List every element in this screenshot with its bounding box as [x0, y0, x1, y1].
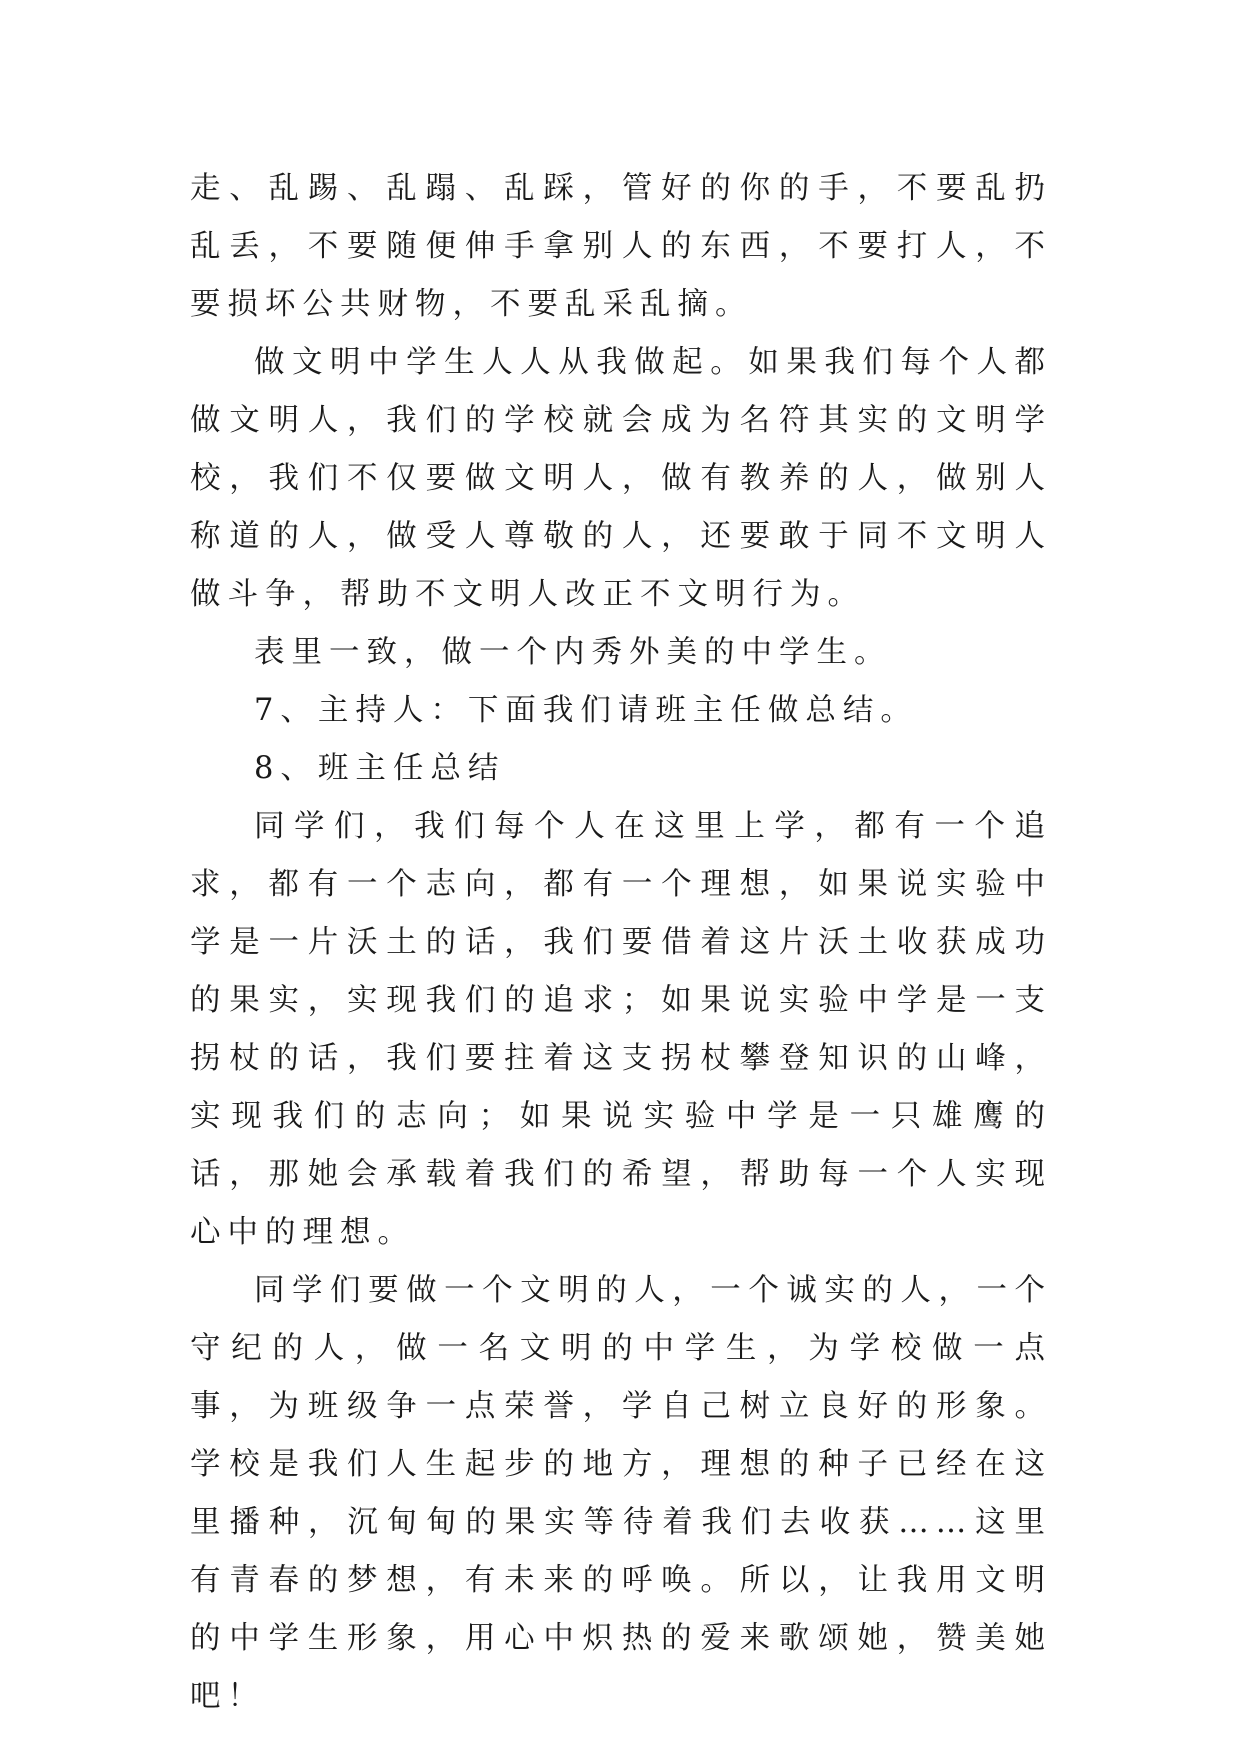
- document-body: [190, 160, 1052, 1726]
- paragraph-item-8-heading: 8、班主任总结: [254, 751, 506, 786]
- paragraph-teacher-summary: 同学们，我们每个人在这里上学，都有一个追求，都有一个志向，都有一个理想，如果说实验中学是一片沃土的话，我们要借着这片沃土收获成功的果实，实现我们的追求；如果说实验中学是一支拐杖的话，我们要拄着这支拐杖攀登知识的山峰，实现我们的志向；如果说实验中学是一只雄鹰的话，那她会承载着我们的希望，帮助每一个人实现心中的理想。: [190, 809, 1052, 1250]
- paragraph-continuation: 走、乱踢、乱蹋、乱踩，管好的你的手，不要乱扔乱丢，不要随便伸手拿别人的东西，不要打人，不要损坏公共财物，不要乱采乱摘。: [190, 171, 1052, 322]
- paragraph-closing: 同学们要做一个文明的人，一个诚实的人，一个守纪的人，做一名文明的中学生，为学校做一点事，为班级争一点荣誉，学自己树立良好的形象。学校是我们人生起步的地方，理想的种子已经在这里播种，沉甸甸的果实等待着我们去收获……这里有青春的梦想，有未来的呼唤。所以，让我用文明的中学生形象，用心中炽热的爱来歌颂她，赞美她吧！: [190, 1273, 1052, 1714]
- paragraph-inside-outside: 表里一致，做一个内秀外美的中学生。: [254, 635, 892, 670]
- paragraph-host-item-7: 7、主持人：下面我们请班主任做总结。: [254, 693, 918, 728]
- paragraph-civilized-students: 做文明中学生人人从我做起。如果我们每个人都做文明人，我们的学校就会成为名符其实的文明学校，我们不仅要做文明人，做有教养的人，做别人称道的人，做受人尊敬的人，还要敢于同不文明人做斗争，帮助不文明人改正不文明行为。: [190, 345, 1052, 612]
